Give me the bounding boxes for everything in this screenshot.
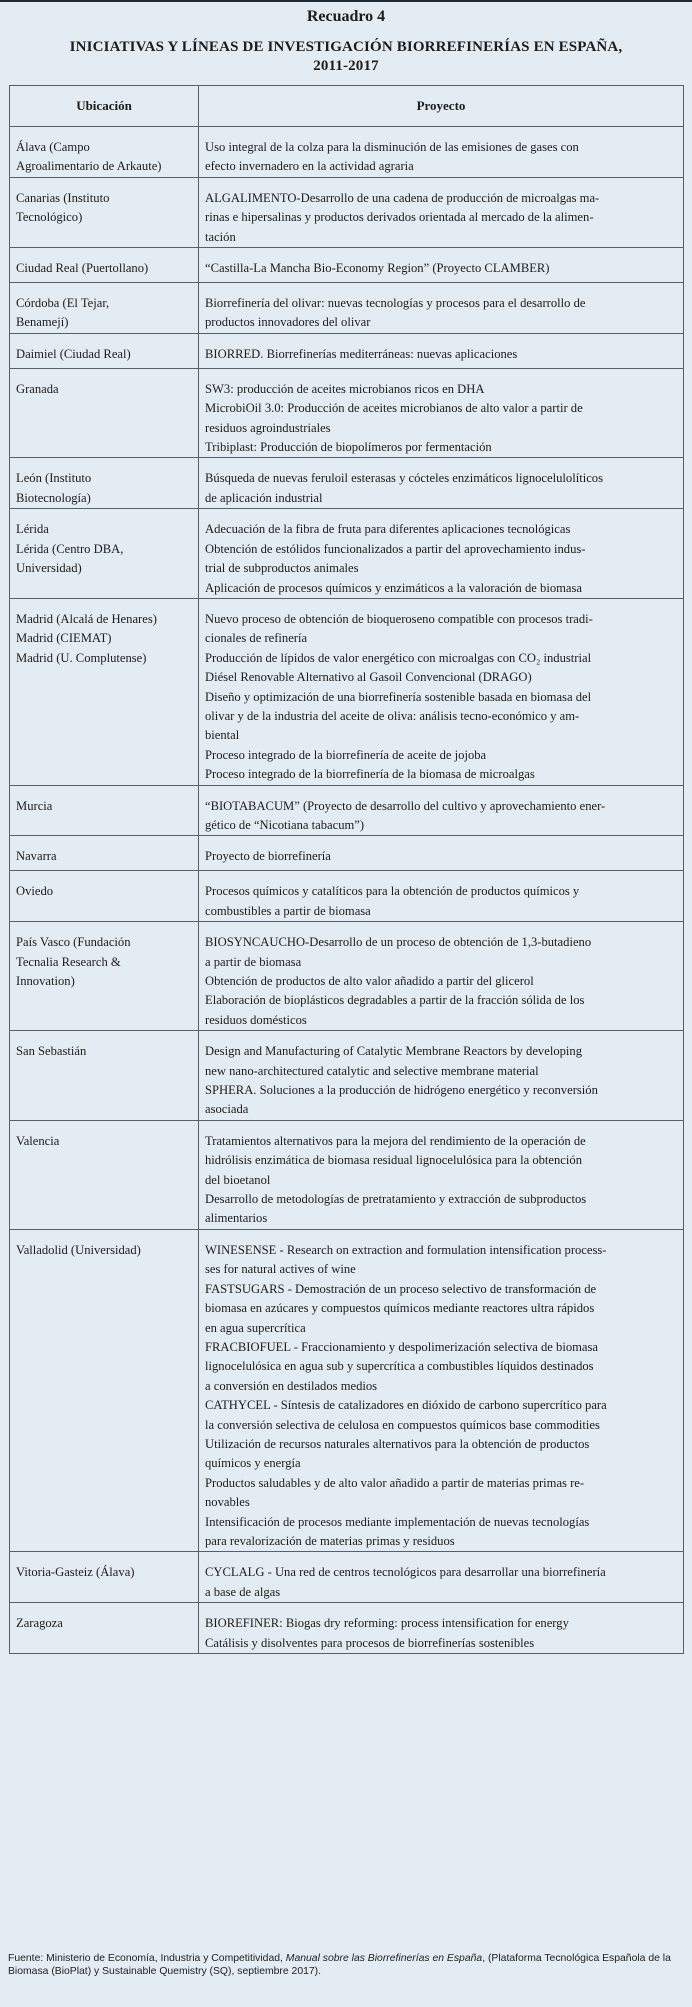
project-line: Aplicación de procesos químicos y enzimáticos a la valoración de biomasa (205, 580, 582, 595)
project-line: BIOREFINER: Biogas dry reforming: process intensification for energy (205, 1616, 569, 1631)
location-line: Biotecnología) (16, 490, 91, 505)
location-line: Álava (Campo (16, 140, 90, 154)
location-line: León (Instituto (16, 471, 92, 486)
project-line: Diésel Renovable Alternativo al Gasoil Convencional (DRAGO) (205, 670, 532, 685)
project-line: SPHERA. Soluciones a la producción de hidrógeno energético y reconversión (205, 1083, 598, 1098)
project-line: Biorrefinería del olivar: nuevas tecnologías y procesos para el desarrollo de (205, 296, 586, 311)
column-header-location: Ubicación (10, 86, 199, 127)
project-line: a partir de biomasa (205, 954, 302, 969)
project-cell (199, 1031, 684, 1121)
location-line: Ciudad Real (Puertollano) (16, 261, 149, 276)
project-line: residuos agroindustriales (205, 420, 331, 435)
location-cell (10, 598, 199, 785)
location-line: País Vasco (Fundación (16, 935, 131, 950)
project-line: a base de algas (205, 1584, 281, 1599)
top-rule (0, 0, 692, 2)
project-line: para revalorización de materias primas y residuos (205, 1533, 455, 1548)
project-line: MicrobiOil 3.0: Producción de aceites microbianos de alto valor a partir de (205, 401, 583, 416)
table-row (10, 598, 684, 785)
project-line: efecto invernadero en la actividad agraria (205, 159, 414, 174)
location-line: San Sebastián (16, 1044, 87, 1059)
location-cell (10, 1120, 199, 1229)
project-line: FASTSUGARS - Demostración de un proceso selectivo de transformación de (205, 1281, 597, 1296)
box-label: Recuadro 4 (306, 8, 386, 25)
project-cell (199, 871, 684, 922)
source-suffix: , (Plataforma Tecnológica Española de la Biomasa (BioPlat) y Sustainable Quemistry (SQ), septiembre 2017). (8, 1953, 671, 1977)
project-line: Elaboración de bioplásticos degradables a partir de la fracción sólida de los (205, 993, 585, 1008)
table-row (10, 785, 684, 836)
location-line: Oviedo (16, 884, 54, 899)
location-line: Lérida (16, 522, 49, 537)
project-line: CATHYCEL - Síntesis de catalizadores en dióxido de carbono supercrítico para (205, 1398, 607, 1413)
project-line: Utilización de recursos naturales alternativos para la obtención de productos (205, 1436, 590, 1451)
location-line: Madrid (Alcalá de Henares) (16, 611, 157, 626)
project-line: ALGALIMENTO-Desarrollo de una cadena de producción de microalgas ma- (205, 190, 600, 205)
project-cell (199, 1603, 684, 1654)
project-line: Búsqueda de nuevas feruloil esterasas y cócteles enzimáticos lignocelulolíticos (205, 471, 603, 486)
project-line: biental (205, 728, 240, 743)
location-line: Agroalimentario de Arkaute) (16, 159, 162, 174)
location-cell (10, 127, 199, 178)
location-line: Navarra (16, 849, 57, 864)
box-header (0, 0, 692, 83)
location-line: Daimiel (Ciudad Real) (16, 346, 131, 361)
project-cell (199, 458, 684, 509)
table-row (10, 922, 684, 1031)
project-line: ses for natural actives of wine (205, 1262, 356, 1277)
table-row (10, 1120, 684, 1229)
project-cell (199, 177, 684, 247)
project-line: Proceso integrado de la biorrefinería de la biomasa de microalgas (205, 767, 535, 782)
table-row (10, 1603, 684, 1654)
project-line: tación (205, 229, 236, 244)
project-cell (199, 127, 684, 178)
location-line: Valladolid (Universidad) (16, 1242, 141, 1257)
table-row (10, 333, 684, 368)
project-line: Desarrollo de metodologías de pretratamiento y extracción de subproductos (205, 1192, 587, 1207)
location-line: Canarias (Instituto (16, 190, 110, 205)
project-line: gético de “Nicotiana tabacum”) (205, 817, 365, 832)
location-line: Universidad) (16, 561, 82, 576)
table-row (10, 509, 684, 599)
project-line: rinas e hipersalinas y productos derivados orientada al mercado de la alimen- (205, 210, 594, 225)
source-title: Manual sobre las Biorrefinerías en España (285, 1953, 483, 1964)
project-line: Productos saludables y de alto valor añadido a partir de materias primas re- (205, 1475, 585, 1490)
project-line: olivar y de la industria del aceite de oliva: análisis tecno-económico y am- (205, 708, 580, 723)
box-title (0, 38, 692, 76)
table-row (10, 248, 684, 283)
location-cell (10, 785, 199, 836)
location-line: Madrid (CIEMAT) (16, 631, 112, 646)
table-row (10, 127, 684, 178)
table-row (10, 177, 684, 247)
location-cell (10, 177, 199, 247)
location-cell (10, 248, 199, 283)
project-cell (199, 1229, 684, 1552)
project-line: Intensificación de procesos mediante implementación de nuevas tecnologías (205, 1514, 590, 1529)
location-cell (10, 333, 199, 368)
location-line: Granada (16, 381, 59, 396)
location-line: Tecnalia Research & (16, 954, 121, 969)
project-line: “BIOTABACUM” (Proyecto de desarrollo del cultivo y aprovechamiento ener- (205, 798, 606, 813)
project-line: en agua supercrítica (205, 1320, 306, 1335)
table-row (10, 1031, 684, 1121)
project-cell (199, 785, 684, 836)
project-line: Obtención de estólidos funcionalizados a partir del aprovechamiento indus- (205, 541, 586, 556)
table-header-row (10, 86, 684, 127)
location-line: Córdoba (El Tejar, (16, 296, 110, 311)
project-cell (199, 598, 684, 785)
location-line: Tecnológico) (16, 210, 83, 225)
location-line: Murcia (16, 798, 53, 813)
table-row (10, 458, 684, 509)
location-cell (10, 871, 199, 922)
location-line: Benamejí) (16, 315, 69, 330)
location-cell (10, 368, 199, 458)
box-title-line-1: INICIATIVAS Y LÍNEAS DE INVESTIGACIÓN BIORREFINERÍAS EN ESPAÑA, (69, 39, 623, 55)
column-header-project: Proyecto (199, 86, 684, 127)
location-line: Innovation) (16, 974, 75, 988)
location-line: Vitoria-Gasteiz (Álava) (16, 1565, 135, 1580)
project-line: a conversión en destilados medios (205, 1378, 378, 1393)
project-cell (199, 283, 684, 334)
project-line: Proyecto de biorrefinería (205, 849, 331, 864)
project-cell (199, 333, 684, 368)
project-line: Tribiplast: Producción de biopolímeros por fermentación (205, 440, 492, 455)
project-line: BIORRED. Biorrefinerías mediterráneas: nuevas aplicaciones (205, 346, 518, 361)
project-line: FRACBIOFUEL - Fraccionamiento y despolimerización selectiva de biomasa (205, 1339, 598, 1354)
project-line: Catálisis y disolventes para procesos de biorrefinerías sostenibles (205, 1635, 535, 1650)
location-line: Zaragoza (16, 1616, 63, 1631)
project-line: biomasa en azúcares y compuestos químicos mediante reactores ultra rápidos (205, 1301, 595, 1316)
project-line: cionales de refinería (205, 631, 308, 646)
project-line: SW3: producción de aceites microbianos ricos en DHA (205, 381, 485, 396)
project-line: “Castilla-La Mancha Bio-Economy Region” (Proyecto CLAMBER) (205, 261, 550, 276)
location-cell (10, 836, 199, 871)
project-line: lignocelulósica en agua sub y supercrítica a combustibles líquidos destinados (205, 1359, 594, 1374)
location-cell (10, 1031, 199, 1121)
location-cell (10, 283, 199, 334)
project-line: Uso integral de la colza para la disminución de las emisiones de gases con (205, 140, 579, 154)
project-line: químicos y energía (205, 1456, 301, 1471)
project-line: Procesos químicos y catalíticos para la obtención de productos químicos y (205, 884, 580, 899)
table-row (10, 1552, 684, 1603)
project-cell (199, 836, 684, 871)
project-line: trial de subproductos animales (205, 561, 359, 576)
box-title-line-2: 2011-2017 (313, 58, 379, 74)
source-note (8, 1952, 686, 1978)
project-line: new nano-architectured catalytic and selective membrane material (205, 1063, 539, 1078)
location-cell (10, 458, 199, 509)
project-line: WINESENSE - Research on extraction and formulation intensification process- (205, 1242, 607, 1257)
location-cell (10, 1229, 199, 1552)
project-line: Producción de lípidos de valor energético con microalgas con CO₂ industrial (205, 650, 592, 665)
project-line: la conversión selectiva de celulosa en compuestos químicos base commodities (205, 1417, 600, 1432)
project-line: alimentarios (205, 1211, 268, 1226)
table-row (10, 871, 684, 922)
table-row (10, 836, 684, 871)
source-prefix: Fuente: Ministerio de Economía, Industria y Competitividad, (8, 1953, 286, 1964)
table-body (10, 127, 684, 1654)
table-row (10, 1229, 684, 1552)
location-cell (10, 509, 199, 599)
project-line: novables (205, 1495, 250, 1510)
project-line: hidrólisis enzimática de biomasa residual lignocelulósica para la obtención (205, 1153, 582, 1168)
project-cell (199, 922, 684, 1031)
project-cell (199, 368, 684, 458)
location-line: Lérida (Centro DBA, (16, 541, 124, 556)
project-line: CYCLALG - Una red de centros tecnológicos para desarrollar una biorrefinería (205, 1565, 606, 1580)
project-line: residuos domésticos (205, 1012, 307, 1027)
project-cell (199, 248, 684, 283)
location-cell (10, 1552, 199, 1603)
project-line: Adecuación de la fibra de fruta para diferentes aplicaciones tecnológicas (205, 522, 571, 537)
project-line: combustibles a partir de biomasa (205, 903, 371, 918)
location-line: Valencia (16, 1133, 60, 1148)
project-cell (199, 1120, 684, 1229)
location-cell (10, 1603, 199, 1654)
project-line: productos innovadores del olivar (205, 315, 371, 330)
project-line: Proceso integrado de la biorrefinería de aceite de jojoba (205, 747, 487, 762)
project-line: de aplicación industrial (205, 490, 323, 505)
project-line: del bioetanol (205, 1172, 271, 1187)
table-row (10, 368, 684, 458)
project-cell (199, 509, 684, 599)
initiatives-table (9, 85, 684, 1654)
project-line: BIOSYNCAUCHO-Desarrollo de un proceso de obtención de 1,3-butadieno (205, 935, 592, 950)
table-row (10, 283, 684, 334)
location-cell (10, 922, 199, 1031)
project-line: Design and Manufacturing of Catalytic Membrane Reactors by developing (205, 1044, 583, 1059)
project-line: Diseño y optimización de una biorrefinería sostenible basada en biomasa del (205, 689, 592, 704)
project-line: Nuevo proceso de obtención de bioqueroseno compatible con procesos tradi- (205, 611, 593, 626)
project-line: asociada (205, 1102, 249, 1117)
project-cell (199, 1552, 684, 1603)
project-line: Tratamientos alternativos para la mejora del rendimiento de la operación de (205, 1133, 586, 1148)
location-line: Madrid (U. Complutense) (16, 650, 147, 665)
project-line: Obtención de productos de alto valor añadido a partir del glicerol (205, 974, 534, 988)
